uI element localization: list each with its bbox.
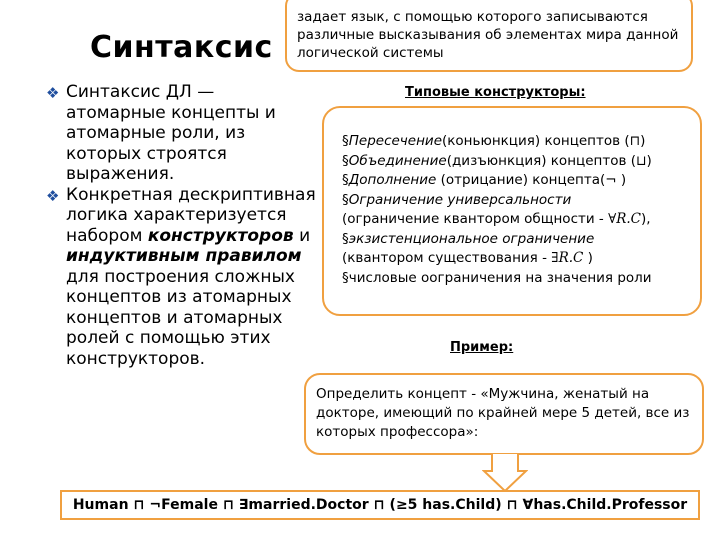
- text-fragment: §: [342, 133, 349, 149]
- text-fragment: (ограничение квантором общности -: [342, 211, 609, 227]
- constructor-line: [342, 249, 694, 269]
- constructor-line: [342, 171, 694, 191]
- constructor-line: [342, 269, 694, 289]
- text-fragment: Объединение: [348, 152, 447, 169]
- constructor-line: [342, 191, 694, 211]
- text-fragment: Синтаксис ДЛ — атомарные концепты и атомарные роли, из которых строятся выражения.: [66, 82, 276, 184]
- left-text-block: [46, 82, 316, 369]
- text-fragment: Ограничение универсальности: [348, 191, 572, 208]
- text-fragment: Дополнение: [348, 172, 437, 188]
- example-box: Определить концепт - «Мужчина, женатый на докторе, имеющий по крайней мере 5 детей, все из которых профессора»:: [304, 373, 704, 455]
- text-fragment: для построения сложных концептов из атомарных концептов и атомарных ролей с помощью этих конструкторов.: [66, 266, 295, 369]
- text-fragment: ∀R.C: [608, 211, 642, 227]
- text-fragment: конструкторов: [147, 225, 294, 246]
- text-fragment: экзистенциональное ограничение: [348, 230, 595, 247]
- text-fragment: ∃R.C: [551, 250, 584, 266]
- text-fragment: индуктивным правилом: [66, 246, 302, 266]
- text-fragment: §: [342, 172, 349, 188]
- text-fragment: §числовые оограничения на значения роли: [342, 269, 652, 286]
- text-fragment: §: [342, 191, 349, 208]
- text-fragment: (дизъюнкция) концептов (⊔): [446, 152, 652, 169]
- text-fragment: и: [293, 225, 311, 246]
- text-fragment: §: [342, 230, 349, 247]
- formula-box: Human ⊓ ¬Female ⊓ ∃married.Doctor ⊓ (≥5 has.Child) ⊓ ∀has.Child.Professor: [60, 490, 700, 520]
- definition-callout: задает язык, с помощью которого записываются различные высказывания об элементах мира данной логической системы: [285, 0, 693, 72]
- constructors-box: [322, 106, 702, 316]
- down-arrow-icon: [482, 453, 528, 493]
- text-fragment: Пересечение: [348, 133, 442, 149]
- constructor-line: [342, 230, 694, 250]
- constructor-line: [342, 210, 694, 230]
- slide-title: Синтаксис: [90, 30, 273, 65]
- text-fragment: (отрицание) концепта(¬ ): [436, 172, 627, 188]
- diamond-bullet-icon: ❖: [46, 84, 60, 102]
- left-bullet-item: [46, 185, 316, 370]
- text-fragment: (коньюнкция) концептов (⊓): [442, 133, 646, 149]
- constructor-line: [342, 152, 694, 172]
- text-fragment: ),: [641, 211, 651, 227]
- constructor-line: [342, 132, 694, 152]
- constructors-label: Типовые конструкторы:: [405, 85, 586, 100]
- text-fragment: (квантором существования -: [342, 250, 552, 266]
- left-bullet-item: [46, 82, 316, 185]
- example-label: Пример:: [450, 340, 514, 355]
- text-fragment: Конкретная дескриптивная логика характеризуется набором: [66, 184, 316, 246]
- diamond-bullet-icon: ❖: [46, 186, 60, 205]
- text-fragment: §: [342, 152, 349, 169]
- text-fragment: ): [583, 250, 593, 266]
